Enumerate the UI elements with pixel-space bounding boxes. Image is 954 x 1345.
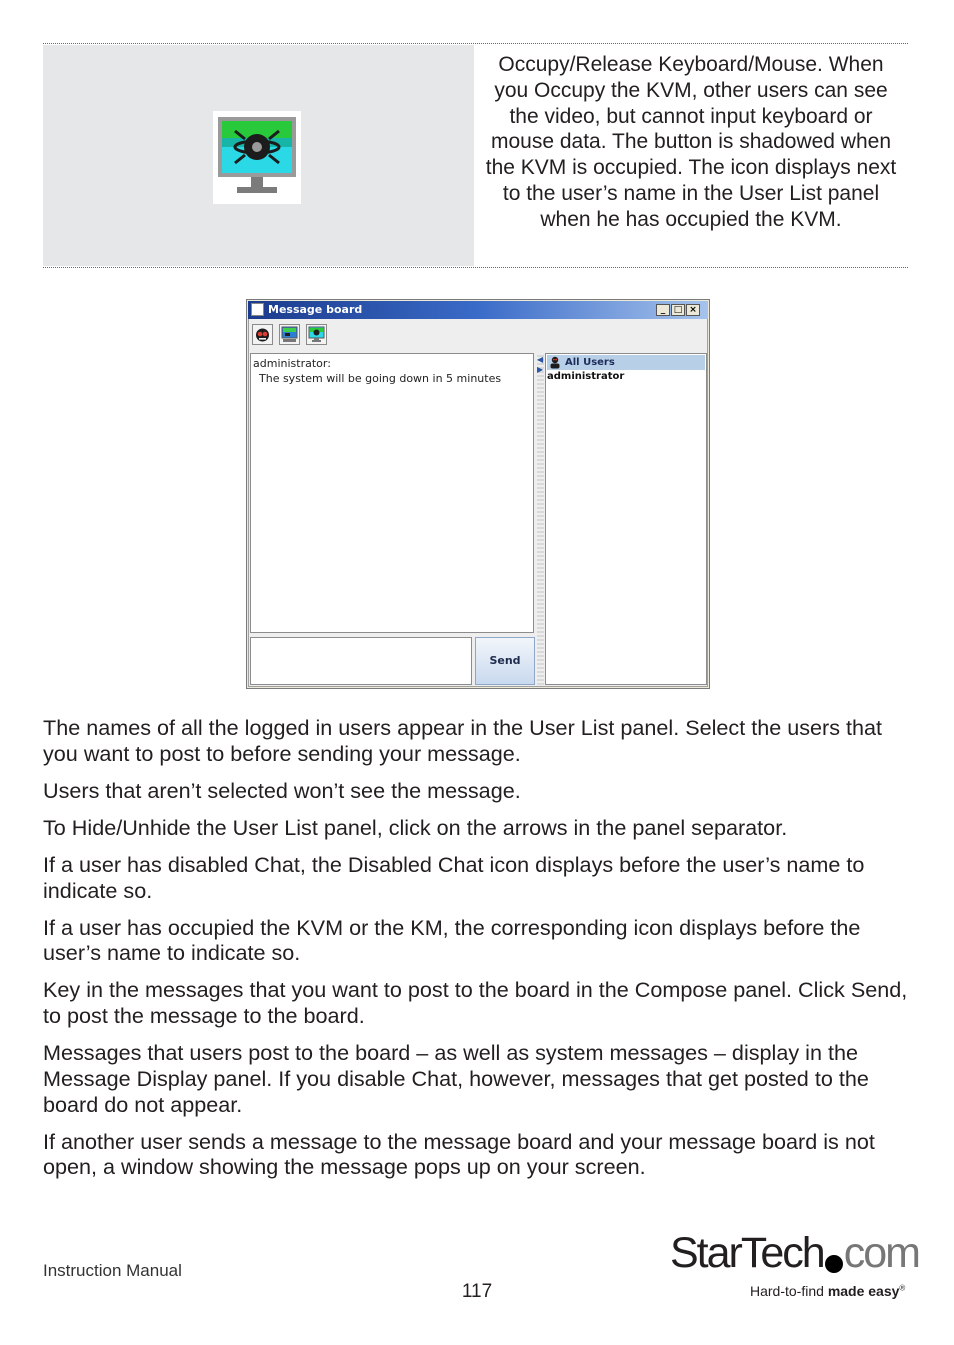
paragraph: Users that aren’t selected won’t see the message. [43, 777, 521, 803]
occupy-kvm-monitor-icon [213, 111, 301, 204]
paragraph: If a user has occupied the KVM or the KM, the corresponding icon displays before the user’s name to indicate so. [43, 914, 861, 966]
send-button[interactable]: Send [475, 637, 535, 685]
all-users-item[interactable] [547, 355, 705, 370]
occupy-kvm-icon [307, 325, 326, 344]
maximize-button[interactable]: □ [671, 304, 685, 316]
all-users-label: All Users [565, 357, 615, 368]
occupy-km-button[interactable] [279, 324, 300, 345]
window-titlebar[interactable] [248, 301, 708, 319]
collapse-left-arrow-icon[interactable]: ◀ [537, 355, 544, 364]
brand-tagline [750, 1283, 905, 1299]
occupy-kvm-button[interactable] [306, 324, 327, 345]
user-list-item[interactable]: administrator [547, 371, 625, 382]
brand-logo [670, 1229, 919, 1277]
java-app-icon [251, 303, 264, 316]
minimize-button[interactable]: _ [656, 304, 670, 316]
brand-name: StarTech [670, 1229, 824, 1277]
panel-separator[interactable] [537, 353, 544, 685]
occupy-km-icon [280, 325, 299, 344]
compose-input[interactable] [250, 637, 472, 685]
paragraph: To Hide/Unhide the User List panel, click on the arrows in the panel separator. [43, 814, 788, 840]
tagline-regular: Hard-to-find [750, 1283, 828, 1299]
brand-dot-icon [825, 1255, 843, 1273]
paragraph: Messages that users post to the board – as well as system messages – display in the Message Display panel. If you disable Chat, however, messages that get posted to the board do not appear. [43, 1040, 869, 1117]
page-number: 117 [461, 1281, 493, 1302]
tagline-bold: made easy [827, 1283, 900, 1299]
user-list-panel [545, 353, 707, 685]
paragraph: If another user sends a message to the message board and your message board is not open, a window showing the message pops up on your screen. [43, 1128, 875, 1180]
paragraph: Key in the messages that you want to post to the board in the Compose panel. Click Send, to post the message to the board. [43, 977, 908, 1029]
footer-manual-label: Instruction Manual [43, 1261, 182, 1280]
close-button[interactable]: × [686, 304, 700, 316]
paragraph: The names of all the logged in users appear in the User List panel. Select the users that you want to post to before sending your message. [43, 715, 883, 766]
message-display-panel[interactable] [250, 353, 534, 633]
window-title: Message board [268, 303, 363, 316]
paragraph: If a user has disabled Chat, the Disabled Chat icon displays before the user’s name to indicate so. [43, 851, 865, 903]
expand-right-arrow-icon[interactable]: ▶ [537, 365, 544, 374]
body-text [43, 715, 913, 1191]
message-sender: administrator: [253, 357, 331, 370]
disable-chat-icon [253, 325, 272, 344]
registered-mark: ® [899, 1283, 906, 1293]
icon-description: Occupy/Release Keyboard/Mouse. When you Occupy the KVM, other users can see the video, but cannot input keyboard or mouse data. The button is shadowed when the KVM is occupied. The icon displays next to the user’s name in the User List panel when he has occupied the KVM. [485, 53, 897, 231]
disable-chat-button[interactable] [252, 324, 273, 345]
icon-description-table [43, 43, 908, 268]
icon-cell [43, 45, 474, 266]
users-group-icon [549, 356, 561, 369]
message-text: The system will be going down in 5 minutes [259, 372, 502, 385]
message-board-window [246, 299, 710, 689]
brand-suffix: com [843, 1229, 919, 1277]
